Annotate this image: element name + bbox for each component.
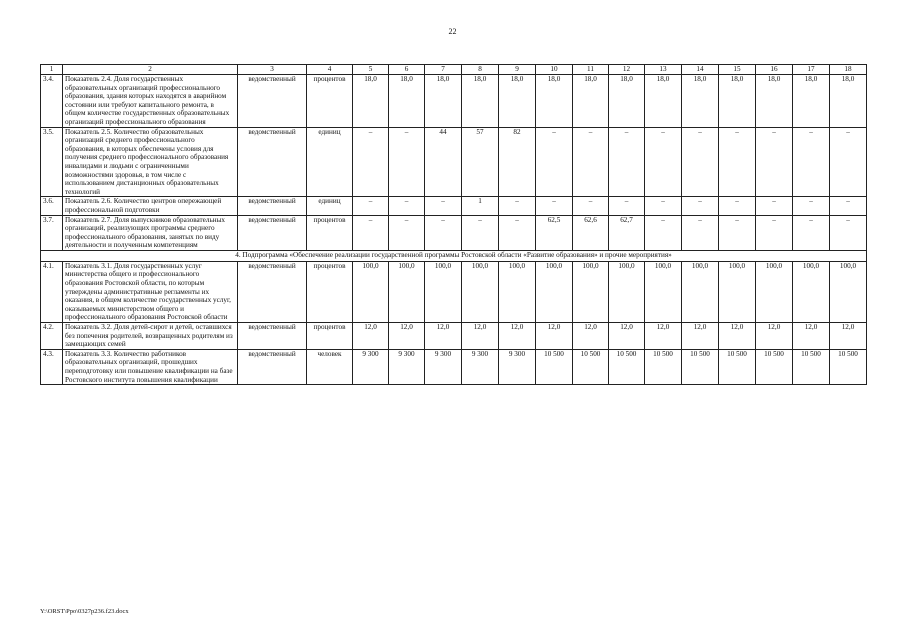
indicator-value: 9 300 — [462, 349, 499, 384]
indicator-value: 12,0 — [645, 323, 682, 350]
subprogram-row — [41, 250, 867, 261]
indicators-table — [40, 64, 867, 385]
indicator-value: 62,6 — [573, 215, 609, 250]
indicator-name: Показатель 3.2. Доля детей-сирот и детей, оставшихся без попечения родителей, возвращенных родителям из замещающих семей — [63, 323, 238, 350]
indicator-value: 18,0 — [830, 75, 867, 128]
indicator-value: – — [793, 127, 830, 197]
indicator-type: ведомственный — [238, 323, 307, 350]
indicator-value: – — [353, 197, 389, 215]
indicator-value: – — [462, 215, 499, 250]
indicator-value: 12,0 — [425, 323, 462, 350]
indicator-value: 18,0 — [793, 75, 830, 128]
header-cell: 14 — [682, 65, 719, 75]
indicator-value: 10 500 — [682, 349, 719, 384]
indicator-value: 18,0 — [682, 75, 719, 128]
header-cell: 8 — [462, 65, 499, 75]
indicator-value: 10 500 — [645, 349, 682, 384]
indicator-value: 10 500 — [573, 349, 609, 384]
indicator-value: 100,0 — [573, 261, 609, 322]
row-number: 3.5. — [41, 127, 63, 197]
indicator-value: 18,0 — [462, 75, 499, 128]
indicator-value: 100,0 — [793, 261, 830, 322]
indicator-value: – — [499, 215, 536, 250]
indicator-type: ведомственный — [238, 349, 307, 384]
indicator-value: 12,0 — [682, 323, 719, 350]
subprogram-title: 4. Подпрограмма «Обеспечение реализации государственной программы Ростовской области «Развитие образования» и прочие мероприятия» — [41, 250, 867, 261]
indicator-value: – — [536, 197, 573, 215]
header-cell: 2 — [63, 65, 238, 75]
header-cell: 5 — [353, 65, 389, 75]
indicator-value: 62,7 — [609, 215, 645, 250]
indicator-value: 10 500 — [609, 349, 645, 384]
header-row — [41, 65, 867, 75]
indicator-value: – — [645, 215, 682, 250]
table-row — [41, 349, 867, 384]
indicator-unit: человек — [307, 349, 353, 384]
indicator-value: 100,0 — [756, 261, 793, 322]
indicator-value: 9 300 — [425, 349, 462, 384]
indicator-value: – — [425, 197, 462, 215]
indicator-value: 12,0 — [719, 323, 756, 350]
indicator-value: 12,0 — [389, 323, 425, 350]
indicator-value: – — [389, 215, 425, 250]
header-cell: 11 — [573, 65, 609, 75]
row-number: 3.6. — [41, 197, 63, 215]
row-number: 4.2. — [41, 323, 63, 350]
indicator-value: – — [682, 197, 719, 215]
indicator-value: – — [756, 215, 793, 250]
header-cell: 16 — [756, 65, 793, 75]
indicator-name: Показатель 3.3. Количество работников образовательных организаций, прошедших переподготовку или повышение квалификации на базе Ростовского института повышения квалификации — [63, 349, 238, 384]
indicator-value: – — [830, 197, 867, 215]
indicator-unit: процентов — [307, 261, 353, 322]
indicator-value: – — [793, 197, 830, 215]
row-number: 4.1. — [41, 261, 63, 322]
indicator-value: 18,0 — [645, 75, 682, 128]
indicator-type: ведомственный — [238, 197, 307, 215]
indicator-value: 100,0 — [682, 261, 719, 322]
indicator-value: 18,0 — [719, 75, 756, 128]
indicator-unit: процентов — [307, 323, 353, 350]
indicator-value: – — [756, 197, 793, 215]
indicator-value: 12,0 — [353, 323, 389, 350]
indicator-value: – — [830, 127, 867, 197]
indicator-value: 18,0 — [573, 75, 609, 128]
indicator-value: 18,0 — [536, 75, 573, 128]
header-cell: 1 — [41, 65, 63, 75]
indicator-value: – — [353, 215, 389, 250]
indicator-value: 10 500 — [830, 349, 867, 384]
indicator-value: – — [573, 197, 609, 215]
indicator-value: – — [389, 197, 425, 215]
indicator-unit: процентов — [307, 75, 353, 128]
indicator-value: 12,0 — [793, 323, 830, 350]
row-number: 3.4. — [41, 75, 63, 128]
indicator-name: Показатель 2.4. Доля государственных образовательных организаций профессионального образования, здания которых находятся в аварийном состоянии или требуют капитального ремонта, в общем количестве государственных образовательных организаций профессионального образования — [63, 75, 238, 128]
header-cell: 10 — [536, 65, 573, 75]
indicator-value: 12,0 — [536, 323, 573, 350]
indicator-value: 18,0 — [353, 75, 389, 128]
indicator-value: 10 500 — [719, 349, 756, 384]
header-cell: 18 — [830, 65, 867, 75]
row-number: 3.7. — [41, 215, 63, 250]
indicator-unit: процентов — [307, 215, 353, 250]
indicator-name: Показатель 2.7. Доля выпускников образовательных организаций, реализующих программы среднего профессионального образования, занятых по виду деятельности и полученным компетенциям — [63, 215, 238, 250]
indicator-name: Показатель 2.6. Количество центров опережающей профессиональной подготовки — [63, 197, 238, 215]
indicator-value: – — [645, 197, 682, 215]
indicator-value: 57 — [462, 127, 499, 197]
indicator-value: – — [609, 197, 645, 215]
indicator-value: 100,0 — [830, 261, 867, 322]
indicator-type: ведомственный — [238, 215, 307, 250]
header-cell: 3 — [238, 65, 307, 75]
table-row — [41, 75, 867, 128]
indicator-value: 18,0 — [756, 75, 793, 128]
indicator-value: 18,0 — [499, 75, 536, 128]
indicator-value: 12,0 — [830, 323, 867, 350]
indicator-value: – — [830, 215, 867, 250]
indicator-value: 100,0 — [462, 261, 499, 322]
indicator-value: 100,0 — [425, 261, 462, 322]
header-cell: 17 — [793, 65, 830, 75]
indicator-value: 18,0 — [425, 75, 462, 128]
table-row — [41, 261, 867, 322]
indicator-value: 100,0 — [609, 261, 645, 322]
indicator-value: – — [756, 127, 793, 197]
indicator-value: 100,0 — [353, 261, 389, 322]
header-cell: 13 — [645, 65, 682, 75]
table-row — [41, 197, 867, 215]
indicator-value: 12,0 — [756, 323, 793, 350]
indicator-value: 18,0 — [389, 75, 425, 128]
indicator-value: – — [499, 197, 536, 215]
indicator-value: 12,0 — [499, 323, 536, 350]
indicator-value: – — [682, 215, 719, 250]
indicator-value: 12,0 — [609, 323, 645, 350]
indicator-value: 100,0 — [719, 261, 756, 322]
table-row — [41, 215, 867, 250]
indicator-value: 10 500 — [793, 349, 830, 384]
indicator-value: 9 300 — [353, 349, 389, 384]
header-cell: 12 — [609, 65, 645, 75]
indicator-value: 18,0 — [609, 75, 645, 128]
indicator-value: 1 — [462, 197, 499, 215]
indicator-type: ведомственный — [238, 75, 307, 128]
header-cell: 9 — [499, 65, 536, 75]
indicator-value: – — [609, 127, 645, 197]
indicator-value: – — [645, 127, 682, 197]
indicator-value: – — [536, 127, 573, 197]
indicator-value: – — [793, 215, 830, 250]
indicator-value: – — [682, 127, 719, 197]
header-cell: 6 — [389, 65, 425, 75]
indicator-value: – — [573, 127, 609, 197]
indicator-name: Показатель 3.1. Доля государственных услуг министерства общего и профессионального образования Ростовской области, по которым утверждены административные регламенты их оказания, в общем количестве государственных услуг, оказываемых министерством общего и профессионального образования Ростовской области — [63, 261, 238, 322]
indicator-value: 82 — [499, 127, 536, 197]
indicator-value: 100,0 — [499, 261, 536, 322]
indicator-value: 44 — [425, 127, 462, 197]
indicator-value: 12,0 — [573, 323, 609, 350]
indicator-type: ведомственный — [238, 261, 307, 322]
indicator-value: – — [389, 127, 425, 197]
table-row — [41, 127, 867, 197]
indicator-value: 10 500 — [536, 349, 573, 384]
indicator-unit: единиц — [307, 197, 353, 215]
indicator-value: 9 300 — [389, 349, 425, 384]
header-cell: 7 — [425, 65, 462, 75]
indicator-value: 100,0 — [645, 261, 682, 322]
indicator-value: – — [425, 215, 462, 250]
page-number: 22 — [448, 27, 457, 36]
table-row — [41, 323, 867, 350]
indicator-value: 100,0 — [389, 261, 425, 322]
indicator-value: 10 500 — [756, 349, 793, 384]
indicator-value: 12,0 — [462, 323, 499, 350]
header-cell: 4 — [307, 65, 353, 75]
indicator-value: 9 300 — [499, 349, 536, 384]
indicator-value: – — [719, 127, 756, 197]
indicator-value: – — [719, 215, 756, 250]
file-path-footer: Y:\ORST\Ppo\0327p236.f23.docx — [40, 608, 129, 615]
indicator-value: 62,5 — [536, 215, 573, 250]
indicator-value: – — [719, 197, 756, 215]
header-cell: 15 — [719, 65, 756, 75]
indicator-value: 100,0 — [536, 261, 573, 322]
indicator-unit: единиц — [307, 127, 353, 197]
indicator-value: – — [353, 127, 389, 197]
indicator-name: Показатель 2.5. Количество образовательных организаций среднего профессионального образования, в которых обеспечены условия для получения среднего профессионального образования инвалидами и людьми с ограниченными возможностями здоровья, в том числе с использованием дистанционных образовательных технологий — [63, 127, 238, 197]
row-number: 4.3. — [41, 349, 63, 384]
indicator-type: ведомственный — [238, 127, 307, 197]
